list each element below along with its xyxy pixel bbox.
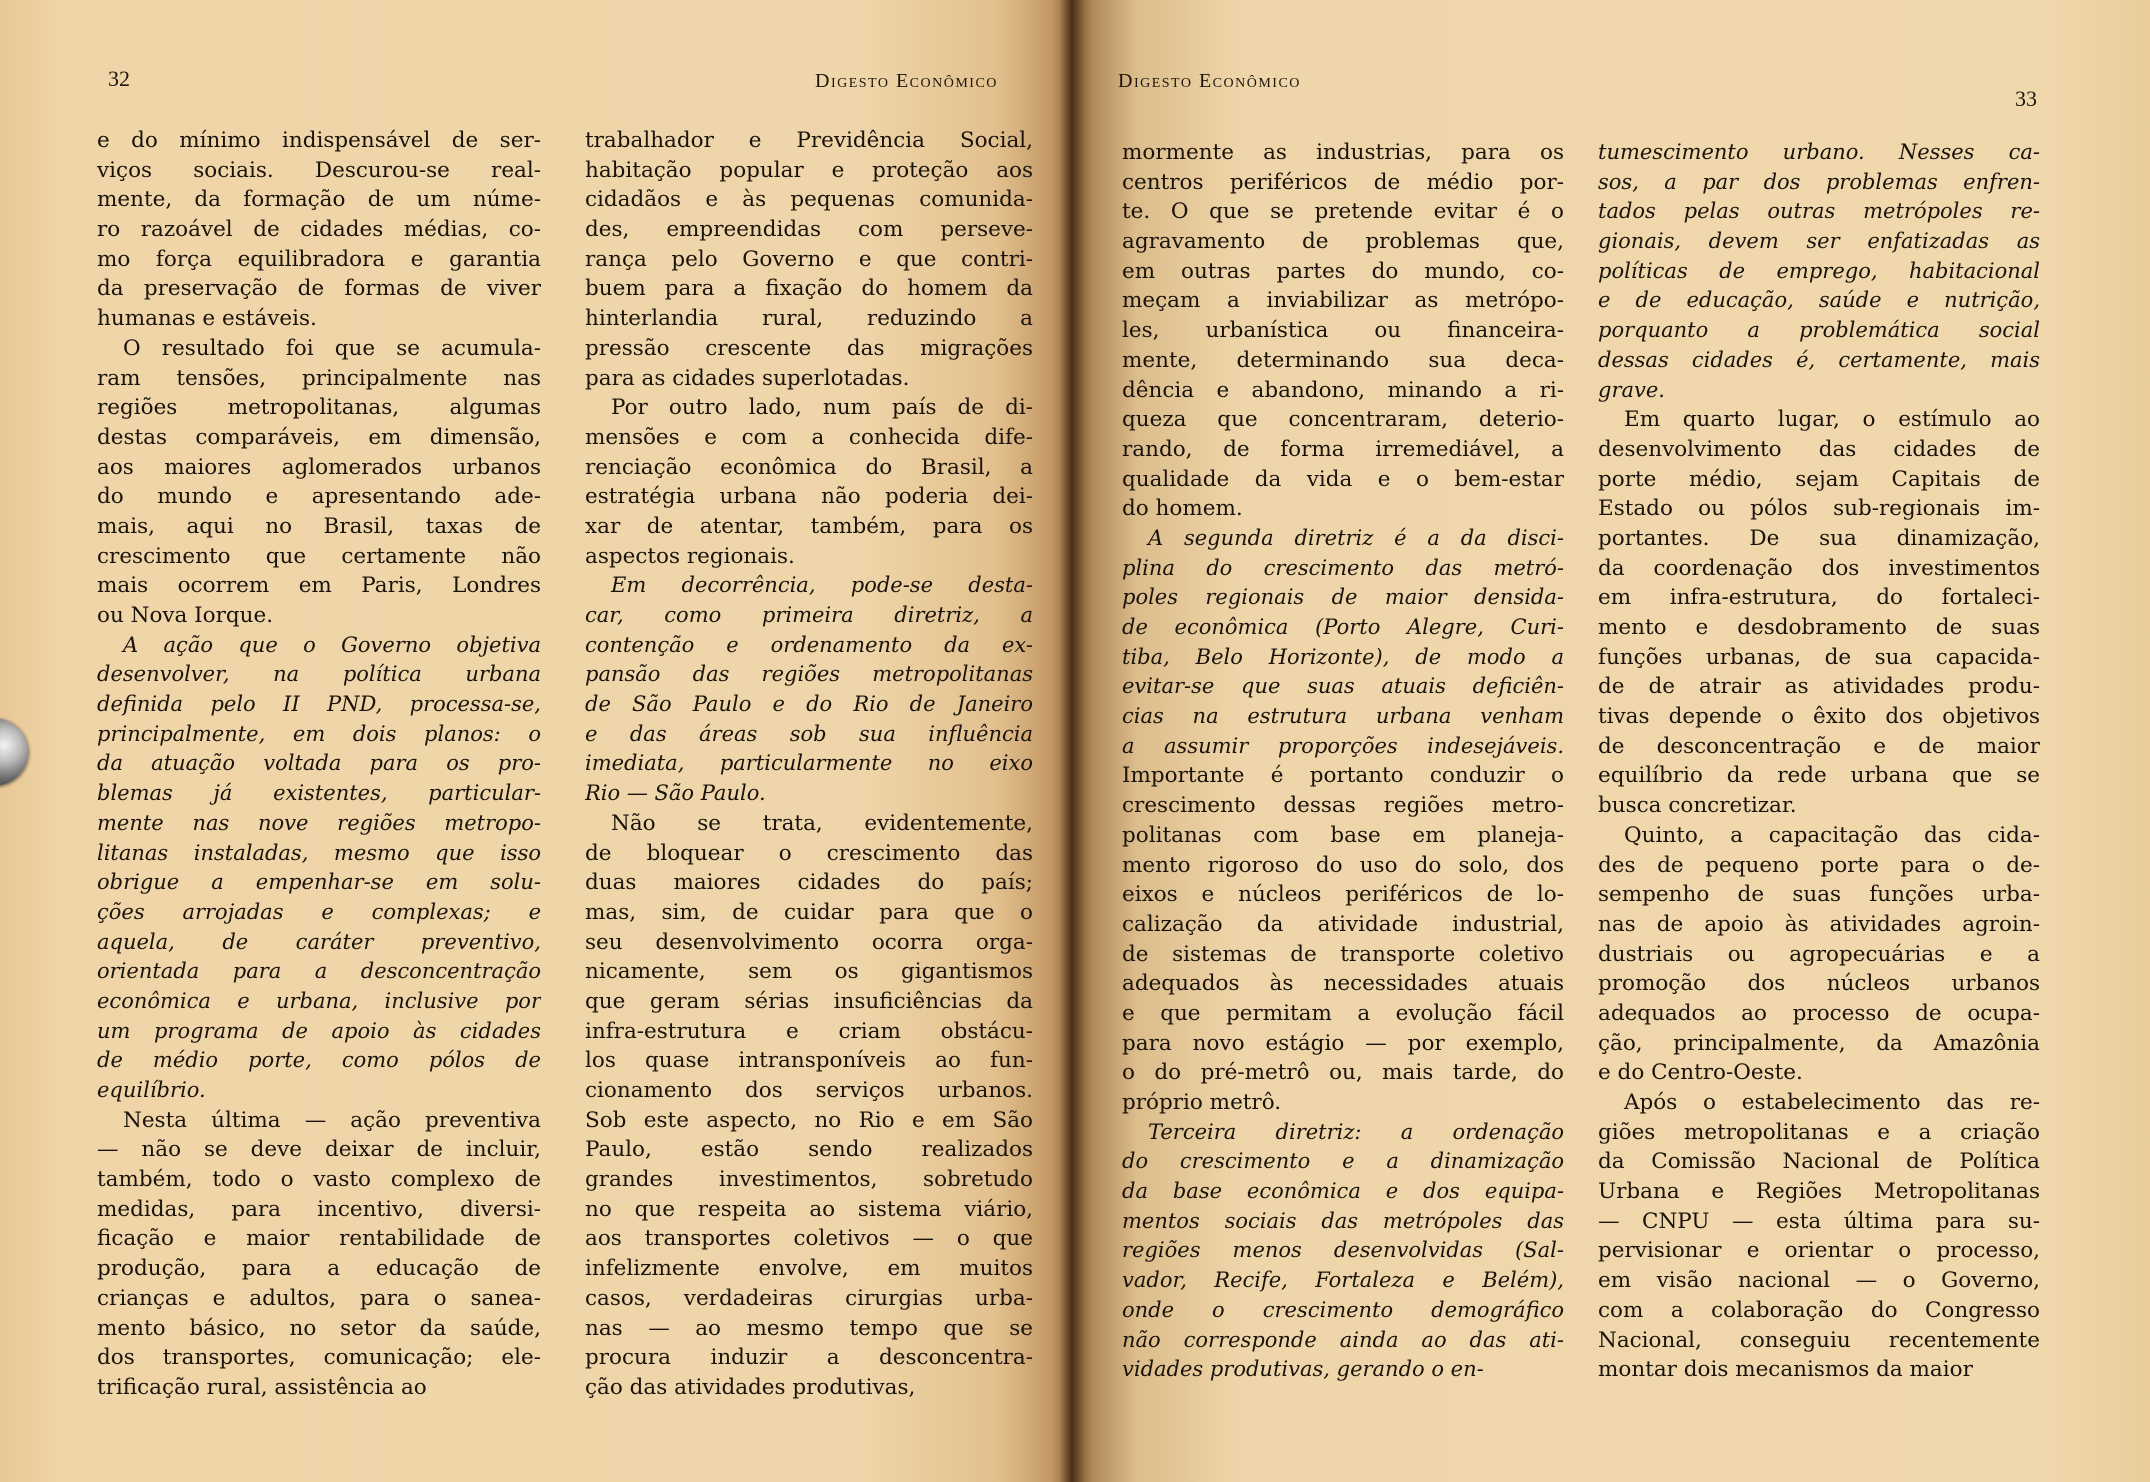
text-line: orientada para a desconcentração xyxy=(97,959,541,984)
text-line: aquela, de caráter preventivo, xyxy=(97,929,541,954)
text-line: tiba, Belo Horizonte), de modo a xyxy=(1122,644,1564,669)
text-line: porquanto a problemática social xyxy=(1598,318,2040,343)
text-line: grave. xyxy=(1598,377,1665,402)
text-line: dência e abandono, minando a ri- xyxy=(1122,377,1564,403)
page-number: 32 xyxy=(108,66,130,91)
text-line: ficação e maior rentabilidade de xyxy=(97,1226,541,1252)
text-line: A ação que o Governo objetiva xyxy=(123,632,541,657)
text-line: regiões metropolitanas, algumas xyxy=(97,395,541,421)
text-line: mais, aqui no Brasil, taxas de xyxy=(97,513,541,539)
text-line: ção das atividades produtivas, xyxy=(585,1374,916,1400)
text-line: humanas e estáveis. xyxy=(97,306,317,332)
text-line: para as cidades superlotadas. xyxy=(585,365,910,391)
text-line: trificação rural, assistência ao xyxy=(97,1374,427,1400)
text-line: de médio porte, como pólos de xyxy=(97,1048,541,1073)
text-line: cionamento dos serviços urbanos. xyxy=(585,1078,1033,1103)
text-line: te. O que se pretende evitar é o xyxy=(1122,199,1564,225)
text-line: Quinto, a capacitação das cida- xyxy=(1624,822,2040,848)
text-line: politanas com base em planeja- xyxy=(1122,822,1564,848)
text-line: contenção e ordenamento da ex- xyxy=(585,632,1033,657)
text-line: los quase intransponíveis ao fun- xyxy=(585,1048,1033,1074)
text-line: um programa de apoio às cidades xyxy=(97,1018,541,1043)
text-line: Em decorrência, pode-se desta- xyxy=(611,573,1033,598)
text-line: evitar-se que suas atuais deficiên- xyxy=(1122,674,1564,699)
text-line: ro razoável de cidades médias, co- xyxy=(97,217,541,243)
text-line: des de pequeno porte para o de- xyxy=(1598,852,2040,878)
text-line: que geram sérias insuficiências da xyxy=(585,988,1033,1014)
text-line: Após o estabelecimento das re- xyxy=(1624,1090,2040,1115)
text-line: dos transportes, comunicação; ele- xyxy=(97,1345,541,1371)
text-line: funções urbanas, de sua capacida- xyxy=(1598,644,2040,670)
page-number: 33 xyxy=(2015,86,2037,111)
text-line: de sistemas de transporte coletivo xyxy=(1122,941,1564,967)
text-line: ou Nova Iorque. xyxy=(97,603,274,628)
text-line: rando, de forma irremediável, a xyxy=(1122,436,1564,462)
text-line: em infra-estrutura, do fortaleci- xyxy=(1598,585,2040,611)
text-line: A segunda diretriz é a da disci- xyxy=(1148,525,1564,550)
text-line: car, como primeira diretriz, a xyxy=(585,603,1033,627)
text-line: casos, verdadeiras cirurgias urba- xyxy=(585,1285,1033,1311)
text-line: equilíbrio da rede urbana que se xyxy=(1598,763,2040,789)
text-line: mas, sim, de cuidar para que o xyxy=(585,899,1033,925)
text-line: do crescimento e a dinamização xyxy=(1122,1149,1564,1174)
text-line: Paulo, estão sendo realizados xyxy=(585,1137,1033,1163)
text-line: adequados ao processo de ocupa- xyxy=(1598,1000,2040,1026)
text-line: mentos sociais das metrópoles das xyxy=(1122,1208,1564,1233)
text-line: desenvolver, na política urbana xyxy=(97,662,541,687)
text-line: duas maiores cidades do país; xyxy=(585,870,1033,896)
text-line: dustriais ou agropecuárias e a xyxy=(1598,941,2040,967)
text-line: Não se trata, evidentemente, xyxy=(611,810,1033,836)
paper-clip xyxy=(0,718,28,786)
text-line: montar dois mecanismos da maior xyxy=(1598,1357,1973,1383)
text-line: em visão nacional — o Governo, xyxy=(1598,1268,2040,1294)
text-line: Por outro lado, num país de di- xyxy=(611,395,1033,421)
text-line: tumescimento urbano. Nesses ca- xyxy=(1598,140,2040,164)
text-line: e das áreas sob sua influência xyxy=(585,721,1033,746)
text-line: des, empreendidas com perseve- xyxy=(585,217,1033,243)
text-line: regiões menos desenvolvidas (Sal- xyxy=(1122,1238,1564,1263)
text-line: porte médio, sejam Capitais de xyxy=(1598,466,2040,492)
text-line: mente, determinando sua deca- xyxy=(1122,347,1564,373)
text-line: próprio metrô. xyxy=(1122,1090,1282,1115)
text-line: dessas cidades é, certamente, mais xyxy=(1598,347,2040,372)
text-line: do homem. xyxy=(1122,496,1243,522)
text-line: a assumir proporções indesejáveis. xyxy=(1122,733,1564,758)
text-line: definida pelo II PND, processa-se, xyxy=(97,692,541,717)
text-line: estratégia urbana não poderia dei- xyxy=(585,484,1033,510)
text-line: pervisionar e orientar o processo, xyxy=(1598,1238,2040,1264)
text-line: e de educação, saúde e nutrição, xyxy=(1598,288,2040,313)
text-line: gionais, devem ser enfatizadas as xyxy=(1598,229,2040,254)
text-line: de de atrair as atividades produ- xyxy=(1598,674,2040,700)
text-line: mento e desdobramento de suas xyxy=(1598,615,2040,640)
running-head: Digesto Econômico xyxy=(815,70,998,92)
text-line: produção, para a educação de xyxy=(97,1256,541,1282)
text-line: promoção dos núcleos urbanos xyxy=(1598,971,2040,997)
text-line: giões metropolitanas e a criação xyxy=(1598,1119,2040,1145)
text-line: portantes. De sua dinamização, xyxy=(1598,525,2040,551)
text-line: litanas instaladas, mesmo que isso xyxy=(97,840,541,865)
text-line: queza que concentraram, deterio- xyxy=(1122,407,1564,433)
text-line: infelizmente envolve, em muitos xyxy=(585,1256,1033,1282)
text-line: qualidade da vida e o bem-estar xyxy=(1122,466,1564,492)
text-line: ções arrojadas e complexas; e xyxy=(97,899,541,924)
text-line: de bloquear o crescimento das xyxy=(585,840,1033,866)
text-line: adequados às necessidades atuais xyxy=(1122,971,1564,997)
text-line: Nesta última — ação preventiva xyxy=(123,1107,541,1133)
text-line: destas comparáveis, em dimensão, xyxy=(97,424,541,450)
text-line: cias na estrutura urbana venham xyxy=(1122,704,1564,729)
right-page-column-1 xyxy=(1122,138,1564,1385)
text-line: viços sociais. Descurou-se real- xyxy=(97,157,541,183)
text-line: blemas já existentes, particular- xyxy=(97,781,541,806)
text-line: vidades produtivas, gerando o en- xyxy=(1122,1357,1484,1382)
text-line: mento rigoroso do uso do solo, dos xyxy=(1122,852,1564,878)
text-line: de São Paulo e do Rio de Janeiro xyxy=(585,692,1033,717)
text-line: medidas, para incentivo, diversi- xyxy=(97,1196,541,1222)
text-line: mento básico, no setor da saúde, xyxy=(97,1315,541,1341)
text-line: mensões e com a conhecida dife- xyxy=(585,424,1033,450)
text-line: onde o crescimento demográfico xyxy=(1122,1297,1564,1322)
text-line: les, urbanística ou financeira- xyxy=(1122,318,1564,344)
text-line: de econômica (Porto Alegre, Curi- xyxy=(1122,615,1564,639)
text-line: xar de atentar, também, para os xyxy=(585,513,1033,539)
text-line: sempenho de suas funções urba- xyxy=(1598,882,2040,908)
right-page-column-2 xyxy=(1598,138,2040,1385)
text-line: pressão crescente das migrações xyxy=(585,335,1033,361)
text-line: também, todo o vasto complexo de xyxy=(97,1167,541,1193)
text-line: rança pelo Governo e que contri- xyxy=(585,246,1033,272)
text-line: aos transportes coletivos — o que xyxy=(585,1226,1033,1252)
text-line: da base econômica e dos equipa- xyxy=(1122,1179,1564,1204)
text-line: Rio — São Paulo. xyxy=(585,781,766,806)
text-line: trabalhador e Previdência Social, xyxy=(585,128,1033,153)
text-line: com a colaboração do Congresso xyxy=(1598,1297,2040,1323)
left-page xyxy=(0,0,1072,1482)
text-line: seu desenvolvimento ocorra orga- xyxy=(585,929,1033,955)
text-line: da preservação de formas de viver xyxy=(97,276,541,302)
text-line: centros periféricos de médio por- xyxy=(1122,169,1564,195)
text-line: nas — ao mesmo tempo que se xyxy=(585,1315,1033,1341)
text-line: e que permitam a evolução fácil xyxy=(1122,1000,1564,1026)
text-line: equilíbrio. xyxy=(97,1078,206,1102)
text-line: tivas depende o êxito dos objetivos xyxy=(1598,704,2040,730)
text-line: aos maiores aglomerados urbanos xyxy=(97,454,541,480)
text-line: nicamente, sem os gigantismos xyxy=(585,959,1033,985)
text-line: Importante é portanto conduzir o xyxy=(1122,763,1564,789)
text-line: crescimento que certamente não xyxy=(97,543,541,569)
left-page-column-2 xyxy=(585,126,1033,1403)
text-line: nas de apoio às atividades agroin- xyxy=(1598,911,2040,937)
text-line: O resultado foi que se acumula- xyxy=(123,335,541,361)
text-line: vador, Recife, Fortaleza e Belém), xyxy=(1122,1268,1564,1293)
text-line: eixos e núcleos periféricos de lo- xyxy=(1122,882,1564,908)
text-line: principalmente, em dois planos: o xyxy=(97,721,541,746)
text-line: do mundo e apresentando ade- xyxy=(97,484,541,510)
text-line: Terceira diretriz: a ordenação xyxy=(1148,1119,1564,1144)
text-line: Nacional, conseguiu recentemente xyxy=(1598,1327,2040,1353)
text-line: mente nas nove regiões metropo- xyxy=(97,810,541,835)
text-line: Sob este aspecto, no Rio e em São xyxy=(585,1107,1033,1133)
text-line: infra-estrutura e criam obstácu- xyxy=(585,1018,1033,1044)
text-line: mente, da formação de um núme- xyxy=(97,187,541,213)
text-line: habitação popular e proteção aos xyxy=(585,157,1033,183)
text-line: ram tensões, principalmente nas xyxy=(97,365,541,391)
text-line: cidadãos e às pequenas comunida- xyxy=(585,187,1033,213)
text-line: busca concretizar. xyxy=(1598,793,1797,819)
text-line: renciação econômica do Brasil, a xyxy=(585,454,1033,480)
text-line: crianças e adultos, para o sanea- xyxy=(97,1285,541,1311)
text-line: meçam a inviabilizar as metrópo- xyxy=(1122,288,1564,314)
text-line: da Comissão Nacional de Política xyxy=(1598,1149,2040,1175)
text-line: aspectos regionais. xyxy=(585,543,795,569)
text-line: sos, a par dos problemas enfren- xyxy=(1598,169,2040,194)
text-line: e do mínimo indispensável de ser- xyxy=(97,128,541,153)
text-line: da atuação voltada para os pro- xyxy=(97,751,541,776)
text-line: poles regionais de maior densida- xyxy=(1122,585,1564,610)
left-page-column-1 xyxy=(97,126,541,1403)
text-line: mormente as industrias, para os xyxy=(1122,140,1564,165)
text-line: obrigue a empenhar-se em solu- xyxy=(97,870,541,895)
text-line: e do Centro-Oeste. xyxy=(1598,1060,1803,1086)
right-page xyxy=(1072,0,2150,1482)
text-line: Urbana e Regiões Metropolitanas xyxy=(1598,1179,2040,1205)
text-line: no que respeita ao sistema viário, xyxy=(585,1196,1033,1222)
text-line: crescimento dessas regiões metro- xyxy=(1122,793,1564,819)
text-line: buem para a fixação do homem da xyxy=(585,276,1033,302)
book-gutter xyxy=(1060,0,1084,1482)
text-line: pansão das regiões metropolitanas xyxy=(585,662,1033,687)
text-line: agravamento de problemas que, xyxy=(1122,229,1564,255)
text-line: imediata, particularmente no eixo xyxy=(585,751,1033,776)
text-line: desenvolvimento das cidades de xyxy=(1598,436,2040,462)
text-line: políticas de emprego, habitacional xyxy=(1598,258,2040,283)
text-line: — CNPU — esta última para su- xyxy=(1598,1208,2040,1234)
text-line: para novo estágio — por exemplo, xyxy=(1122,1030,1564,1056)
text-line: tados pelas outras metrópoles re- xyxy=(1598,199,2040,224)
text-line: mais ocorrem em Paris, Londres xyxy=(97,573,541,599)
text-line: procura induzir a desconcentra- xyxy=(585,1345,1033,1371)
text-line: plina do crescimento das metró- xyxy=(1122,555,1564,580)
text-line: não corresponde ainda ao das ati- xyxy=(1122,1327,1564,1352)
text-line: hinterlandia rural, reduzindo a xyxy=(585,306,1033,332)
text-line: em outras partes do mundo, co- xyxy=(1122,258,1564,284)
text-line: — não se deve deixar de incluir, xyxy=(97,1137,541,1163)
text-line: Estado ou pólos sub-regionais im- xyxy=(1598,496,2040,522)
text-line: mo força equilibradora e garantia xyxy=(97,246,541,272)
text-line: Em quarto lugar, o estímulo ao xyxy=(1624,407,2040,433)
text-line: de desconcentração e de maior xyxy=(1598,733,2040,759)
text-line: grandes investimentos, sobretudo xyxy=(585,1167,1033,1193)
text-line: da coordenação dos investimentos xyxy=(1598,555,2040,581)
text-line: calização da atividade industrial, xyxy=(1122,911,1564,937)
running-head: Digesto Econômico xyxy=(1118,70,1301,92)
text-line: ção, principalmente, da Amazônia xyxy=(1598,1030,2040,1056)
text-line: o do pré-metrô ou, mais tarde, do xyxy=(1122,1060,1564,1086)
text-line: econômica e urbana, inclusive por xyxy=(97,988,541,1013)
